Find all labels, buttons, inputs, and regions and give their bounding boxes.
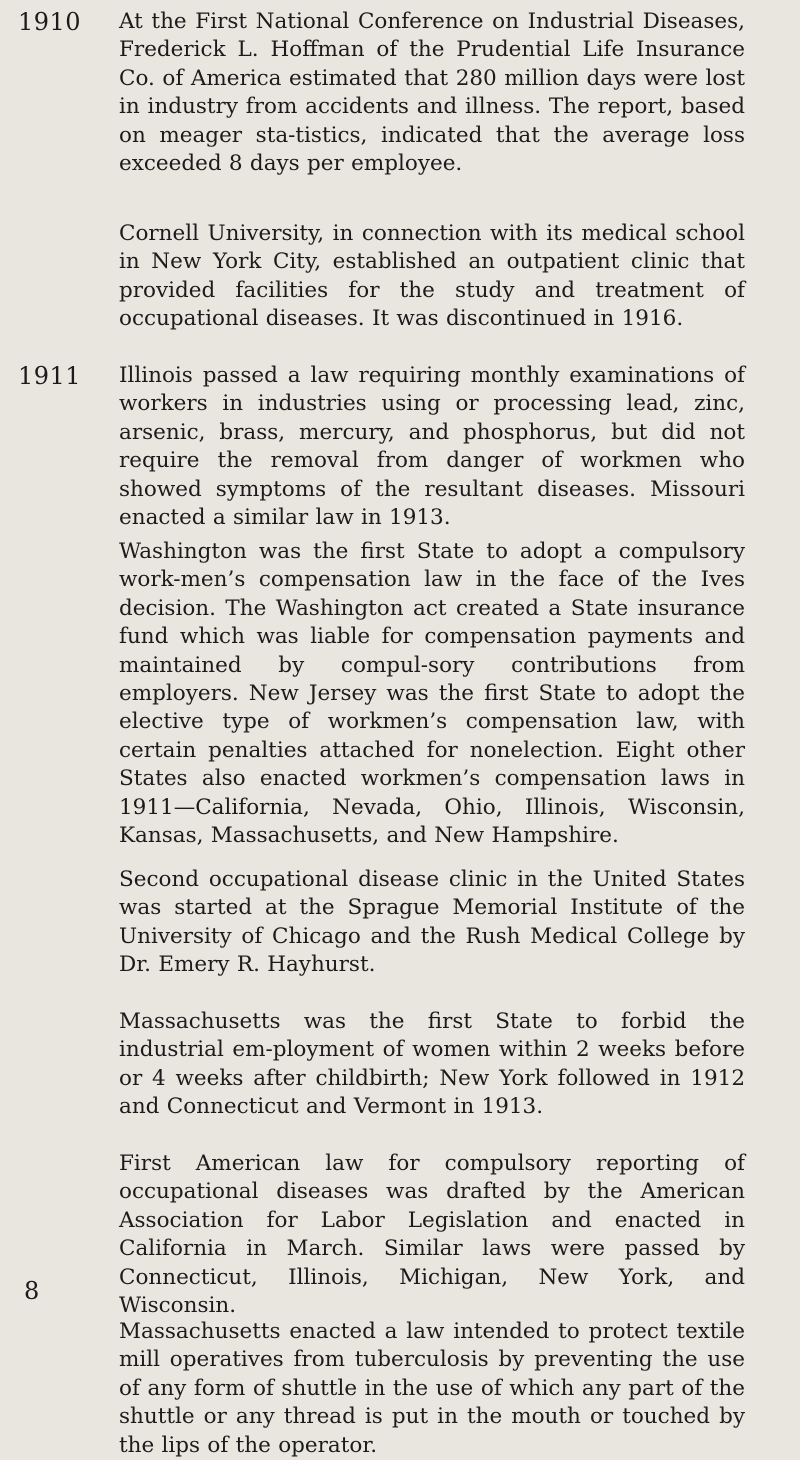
paragraph: First American law for compulsory reporting of occupational diseases was drafted by the American Association for Labor Legislation and enacted in California in March. Similar laws were passed by Connecticut, Illinois, Michigan, New York, and Wisconsin. — [119, 1151, 745, 1319]
year-label: 1910 — [18, 8, 82, 36]
paragraph: Massachusetts was the first State to forbid the industrial em-ployment of women within 2 weeks before or 4 weeks after childbirth; New York followed in 1912 and Connecticut and Vermont in 1913. — [119, 1009, 745, 1120]
page-number: 8 — [24, 1277, 40, 1305]
paragraph: Second occupational disease clinic in the United States was started at the Sprague Memorial Institute of the University of Chicago and the Rush Medical College by Dr. Emery R. Hayhurst. — [119, 867, 745, 978]
year-label: 1911 — [18, 362, 82, 390]
paragraph: Cornell University, in connection with its medical school in New York City, established an outpatient clinic that provided facilities for the study and treatment of occupational diseases. It was discontinued in 1916. — [119, 221, 745, 332]
paragraph: Washington was the first State to adopt a compulsory work-men’s compensation law in the face of the Ives decision. The Washington act created a State insurance fund which was liable for compensation payments and maintained by compul-sory contributions from employers. New Jersey was the first State to adopt the elective type of workmen’s compensation law, with certain penalties attached for nonelection. Eight other States also enacted workmen’s compensation laws in 1911—California, Nevada, Ohio, Illinois, Wisconsin, Kansas, Massachusetts, and New Hampshire. — [119, 539, 745, 849]
paragraph: At the First National Conference on Industrial Diseases, Frederick L. Hoffman of the Prudential Life Insurance Co. of America estimated that 280 million days were lost in industry from accidents and illness. The report, based on meager sta-tistics, indicated that the average loss exceeded 8 days per employee. — [119, 9, 745, 177]
paragraph: Illinois passed a law requiring monthly examinations of workers in industries using or processing lead, zinc, arsenic, brass, mercury, and phosphorus, but did not require the removal from danger of workmen who showed symptoms of the resultant diseases. Missouri enacted a similar law in 1913. — [119, 363, 745, 531]
paragraph: Massachusetts enacted a law intended to protect textile mill operatives from tuberculosis by preventing the use of any form of shuttle in the use of which any part of the shuttle or any thread is put in the mouth or touched by the lips of the operator. — [119, 1319, 745, 1458]
